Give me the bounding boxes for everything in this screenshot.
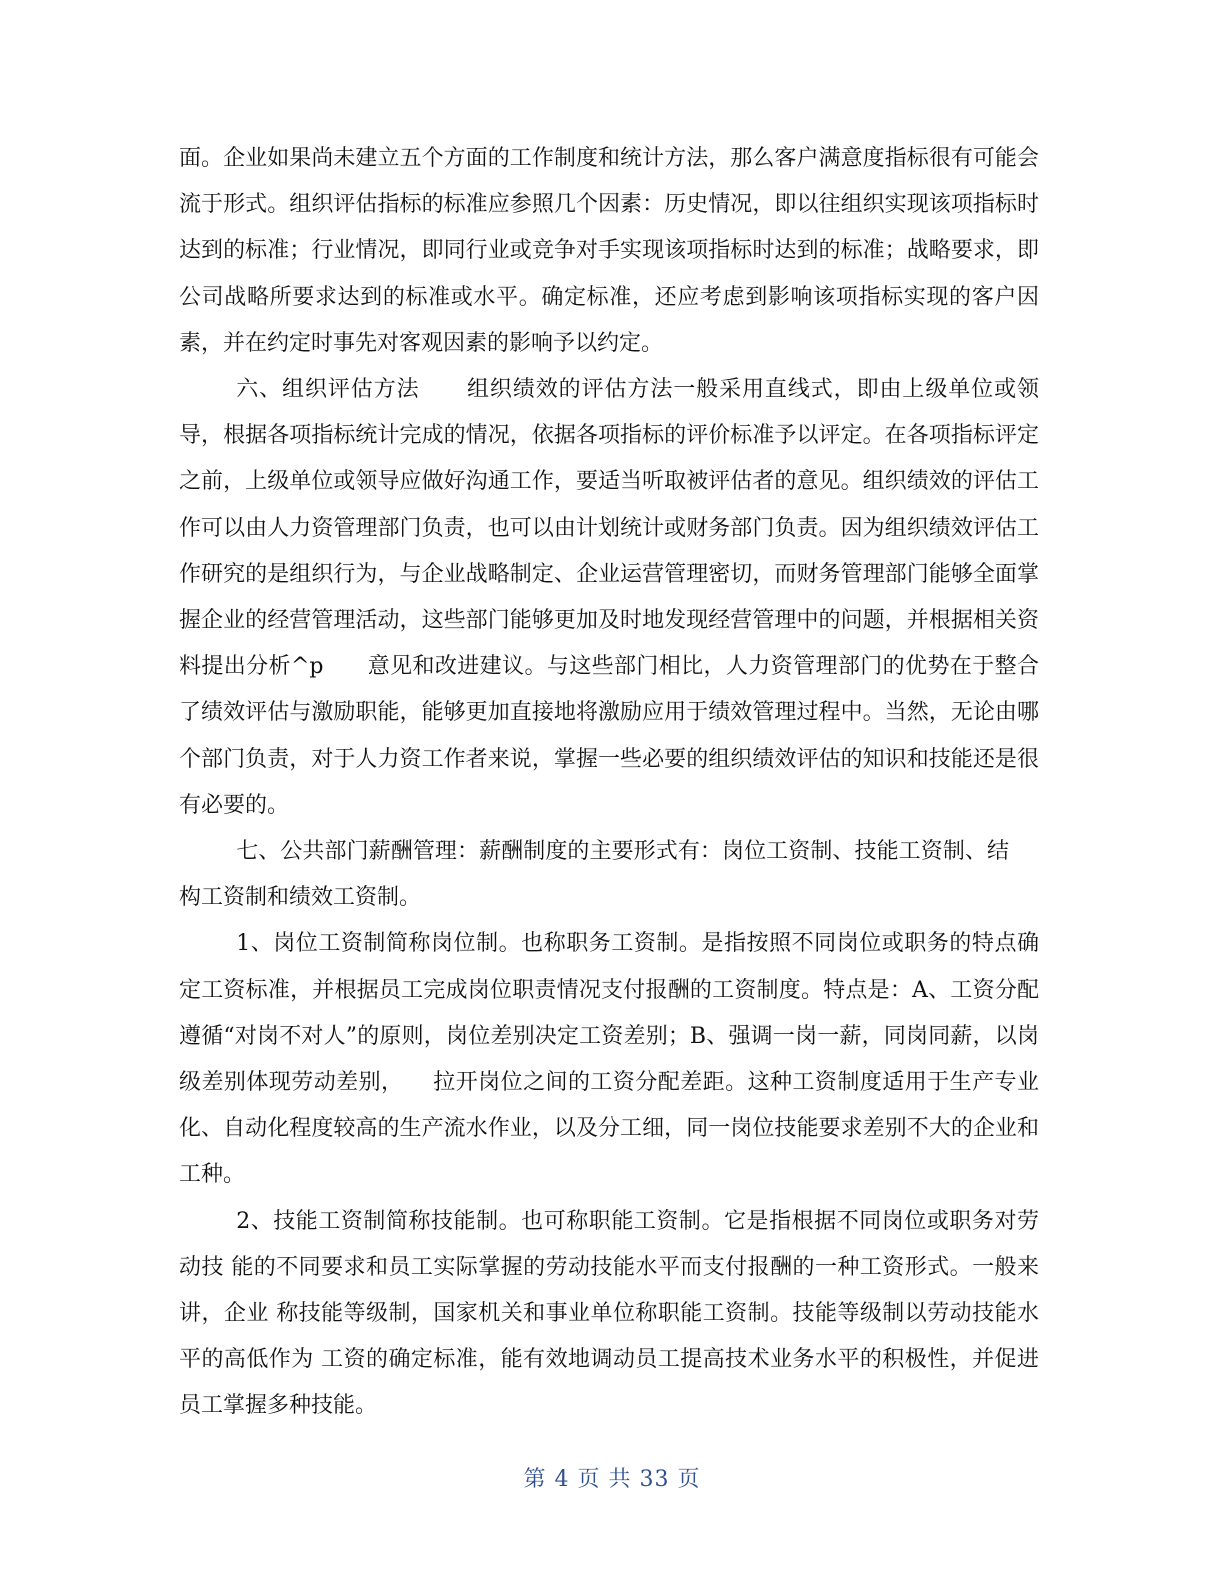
paragraph-section-7: 七、公共部门薪酬管理：薪酬制度的主要形式有：岗位工资制、技能工资制、结构工资制和绩效工资制。 <box>179 839 1009 911</box>
paragraph-section-6: 六、组织评估方法 组织绩效的评估方法一般采用直线式，即由上级单位或领导，根据各项指标统计完成的情况，依据各项指标的评价标准予以评定。在各项指标评定之前，上级单位或领导应做好沟通工作，要适当听取被评估者的意见。组织绩效的评估工作可以由人力资管理部门负责，也可以由计划统计或财务部门负责。因为组织绩效评估工作研究的是组织行为，与企业战略制定、企业运营管理密切，而财务管理部门能够全面掌握企业的经营管理活动，这些部门能够更加及时地发现经营管理中的问题，并根据相关资料提出分析^p 意见和改进建议。与这些部门相比，人力资管理部门的优势在于整合了绩效评估与激励职能，能够更加直接地将激励应用于绩效管理过程中。当然，无论由哪个部门负责，对于人力资工作者来说，掌握一些必要的组织绩效评估的知识和技能还是很有必要的。 <box>179 377 1039 818</box>
paragraph-continuation: 面。企业如果尚未建立五个方面的工作制度和统计方法，那么客户满意度指标很有可能会流于形式。组织评估指标的标准应参照几个因素：历史情况，即以往组织实现该项指标时达到的标准；行业情况，即同行业或竞争对手实现该项指标时达到的标准；战略要求，即公司战略所要求达到的标准或水平。确定标准，还应考虑到影响该项指标实现的客户因素，并在约定时事先对客观因素的影响予以约定。 <box>179 146 1039 356</box>
page-number-footer: 第 4 页 共 33 页 <box>523 1467 701 1492</box>
document-body <box>179 136 1039 1430</box>
paragraph-item-1: 1、岗位工资制简称岗位制。也称职务工资制。是指按照不同岗位或职务的特点确定工资标准，并根据员工完成岗位职责情况支付报酬的工资制度。特点是：A、工资分配遵循“对岗不对人”的原则，岗位差别决定工资差别；B、强调一岗一薪，同岗同薪，以岗级差别体现劳动差别， 拉开岗位之间的工资分配差距。这种工资制度适用于生产专业化、自动化程度较高的生产流水作业，以及分工细，同一岗位技能要求差别不大的企业和工种。 <box>179 931 1039 1188</box>
paragraph-item-2: 2、技能工资制简称技能制。也可称职能工资制。它是指根据不同岗位或职务对劳动技 能的不同要求和员工实际掌握的劳动技能水平而支付报酬的一种工资形式。一般来讲，企业 称技能等级制，国家机关和事业单位称职能工资制。技能等级制以劳动技能水平的高低作为 工资的确定标准，能有效地调动员工提高技术业务水平的积极性，并促进员工掌握多种技能。 <box>179 1208 1039 1419</box>
